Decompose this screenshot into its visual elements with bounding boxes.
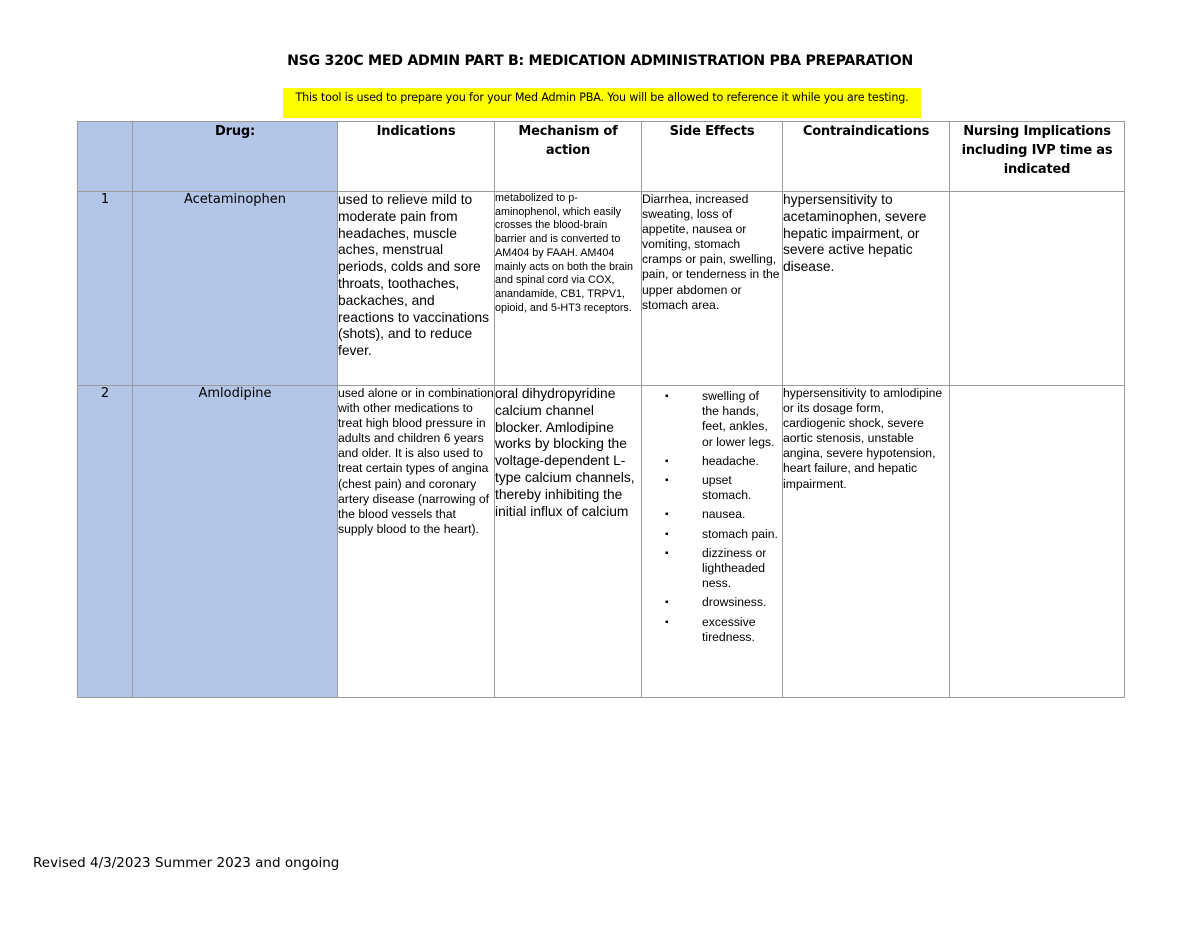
indications-cell: used to relieve mild to moderate pain from headaches, muscle aches, menstrual periods, colds and sore throats, toothaches, backaches, and reactions to vaccinations (shots), and to reduce fever.: [338, 192, 495, 386]
bullet-icon: ▪: [665, 509, 669, 521]
header-indications: Indications: [338, 122, 495, 192]
bullet-icon: ▪: [665, 475, 669, 487]
list-item: ▪ excessive tiredness.: [665, 614, 756, 644]
table-row: [78, 386, 1125, 698]
nursing-implications-cell: [950, 192, 1125, 386]
list-item: ▪ upset stomach.: [665, 473, 752, 503]
header-contraindications: Contraindications: [783, 122, 950, 192]
revision-note: Revised 4/3/2023 Summer 2023 and ongoing: [33, 855, 340, 871]
page-title: NSG 320C MED ADMIN PART B: MEDICATION ADMINISTRATION PBA PREPARATION: [287, 53, 913, 69]
list-item: ▪ swelling of the hands, feet, ankles, or lower legs.: [665, 389, 775, 449]
header-nursing-implications: Nursing Implications including IVP time as indicated: [950, 122, 1125, 192]
bullet-icon: ▪: [665, 455, 669, 467]
row-number: 2: [78, 386, 133, 698]
list-item: ▪ nausea.: [665, 507, 746, 522]
header-side-effects: Side Effects: [642, 122, 783, 192]
side-effects-cell: Diarrhea, increased sweating, loss of appetite, nausea or vomiting, stomach cramps or pain, swelling, pain, or tenderness in the upper abdomen or stomach area.: [642, 192, 783, 386]
bullet-icon: ▪: [665, 597, 669, 609]
list-item: ▪ drowsiness.: [665, 595, 767, 610]
side-effects-cell: [642, 386, 783, 698]
bullet-icon: ▪: [665, 616, 669, 628]
instruction-text: This tool is used to prepare you for your Med Admin PBA. You will be allowed to reference it while you are testing.: [295, 91, 909, 104]
drug-name: Amlodipine: [133, 386, 338, 698]
contraindications-cell: hypersensitivity to amlodipine or its dosage form, cardiogenic shock, severe aortic stenosis, unstable angina, severe hypotension, heart failure, and hepatic impairment.: [783, 386, 950, 698]
side-effects-list: [642, 386, 782, 645]
table-row: [78, 192, 1125, 386]
list-item: ▪ stomach pain.: [665, 526, 778, 541]
mechanism-cell: oral dihydropyridine calcium channel blocker. Amlodipine works by blocking the voltage-dependent L-type calcium channels, thereby inhibiting the initial influx of calcium: [495, 386, 642, 698]
medication-table: [77, 121, 1125, 698]
list-item: ▪ headache.: [665, 453, 759, 468]
mechanism-cell: metabolized to p-aminophenol, which easily crosses the blood-brain barrier and is converted to AM404 by FAAH. AM404 mainly acts on both the brain and spinal cord via COX, anandamide, CB1, TRPV1, opioid, and 5-HT3 receptors.: [495, 192, 642, 386]
drug-name: Acetaminophen: [133, 192, 338, 386]
header-mechanism: Mechanism of action: [495, 122, 642, 192]
bullet-icon: ▪: [665, 528, 669, 540]
contraindications-cell: hypersensitivity to acetaminophen, severe hepatic impairment, or severe active hepatic disease.: [783, 192, 950, 386]
header-num: [78, 122, 133, 192]
nursing-implications-cell: [950, 386, 1125, 698]
table-header-row: [78, 122, 1125, 192]
row-number: 1: [78, 192, 133, 386]
indications-cell: used alone or in combination with other medications to treat high blood pressure in adults and children 6 years and older. It is also used to treat certain types of angina (chest pain) and coronary artery disease (narrowing of the blood vessels that supply blood to the heart).: [338, 386, 495, 698]
list-item: ▪ dizziness or lightheaded ness.: [665, 545, 767, 591]
bullet-icon: ▪: [665, 547, 669, 559]
bullet-icon: ▪: [665, 391, 669, 402]
header-drug: Drug:: [133, 122, 338, 192]
highlighted-instruction: [283, 88, 921, 118]
